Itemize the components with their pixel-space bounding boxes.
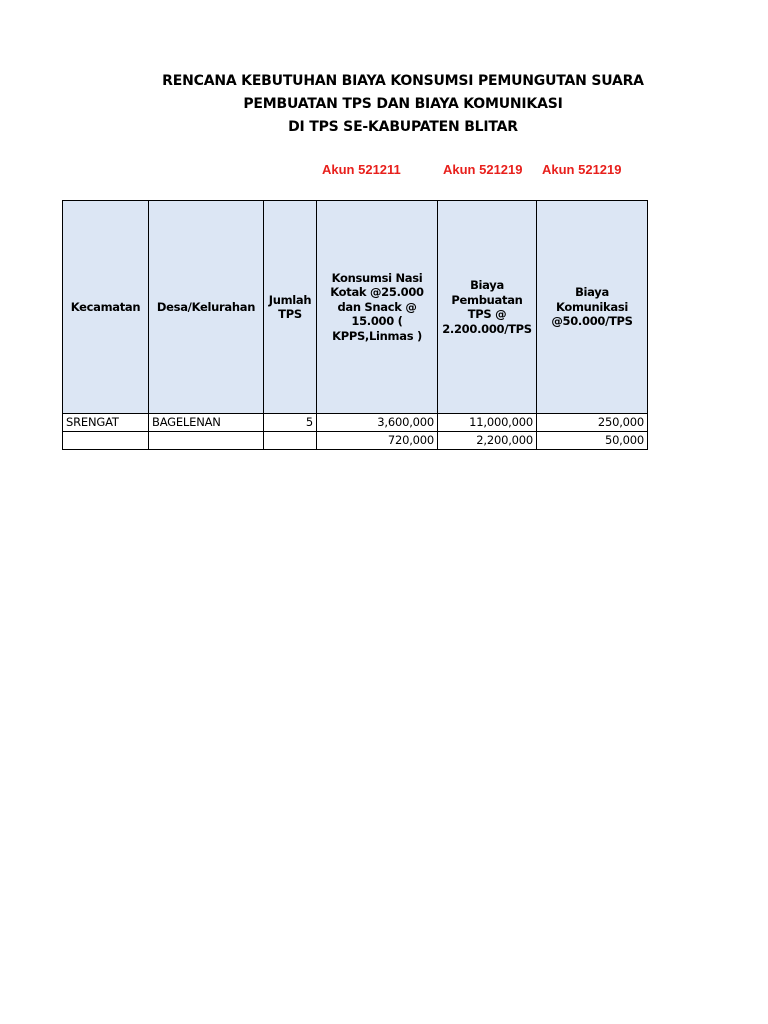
header-desa-kelurahan: Desa/Kelurahan [149, 201, 264, 414]
akun-label-pembuatan: Akun 521219 [443, 162, 523, 177]
table-row [63, 432, 648, 450]
title-line-3: DI TPS SE-KABUPATEN BLITAR [288, 119, 518, 135]
cell-konsumsi: 720,000 [317, 432, 438, 450]
cell-biaya-pembuatan: 11,000,000 [438, 414, 537, 432]
cell-kecamatan [63, 432, 149, 450]
header-biaya-pembuatan: Biaya Pembuatan TPS @ 2.200.000/TPS [438, 201, 537, 414]
budget-table [62, 200, 648, 450]
cell-kecamatan: SRENGAT [63, 414, 149, 432]
header-konsumsi: Konsumsi Nasi Kotak @25.000 dan Snack @ 15.000 ( KPPS,Linmas ) [317, 201, 438, 414]
cell-biaya-komunikasi: 50,000 [537, 432, 648, 450]
cell-desa-kelurahan [149, 432, 264, 450]
cell-jumlah-tps: 5 [264, 414, 317, 432]
cell-jumlah-tps [264, 432, 317, 450]
header-biaya-komunikasi: Biaya Komunikasi @50.000/TPS [537, 201, 648, 414]
cell-biaya-pembuatan: 2,200,000 [438, 432, 537, 450]
cell-desa-kelurahan: BAGELENAN [149, 414, 264, 432]
table-header-row [63, 201, 648, 414]
header-kecamatan: Kecamatan [63, 201, 149, 414]
title-line-1: RENCANA KEBUTUHAN BIAYA KONSUMSI PEMUNGUTAN SUARA [162, 73, 644, 89]
cell-konsumsi: 3,600,000 [317, 414, 438, 432]
title-line-2: PEMBUATAN TPS DAN BIAYA KOMUNIKASI [243, 96, 563, 112]
akun-label-komunikasi: Akun 521219 [542, 162, 622, 177]
akun-label-konsumsi: Akun 521211 [322, 162, 401, 177]
document-title [0, 70, 768, 139]
table-row [63, 414, 648, 432]
header-jumlah-tps: Jumlah TPS [264, 201, 317, 414]
cell-biaya-komunikasi: 250,000 [537, 414, 648, 432]
